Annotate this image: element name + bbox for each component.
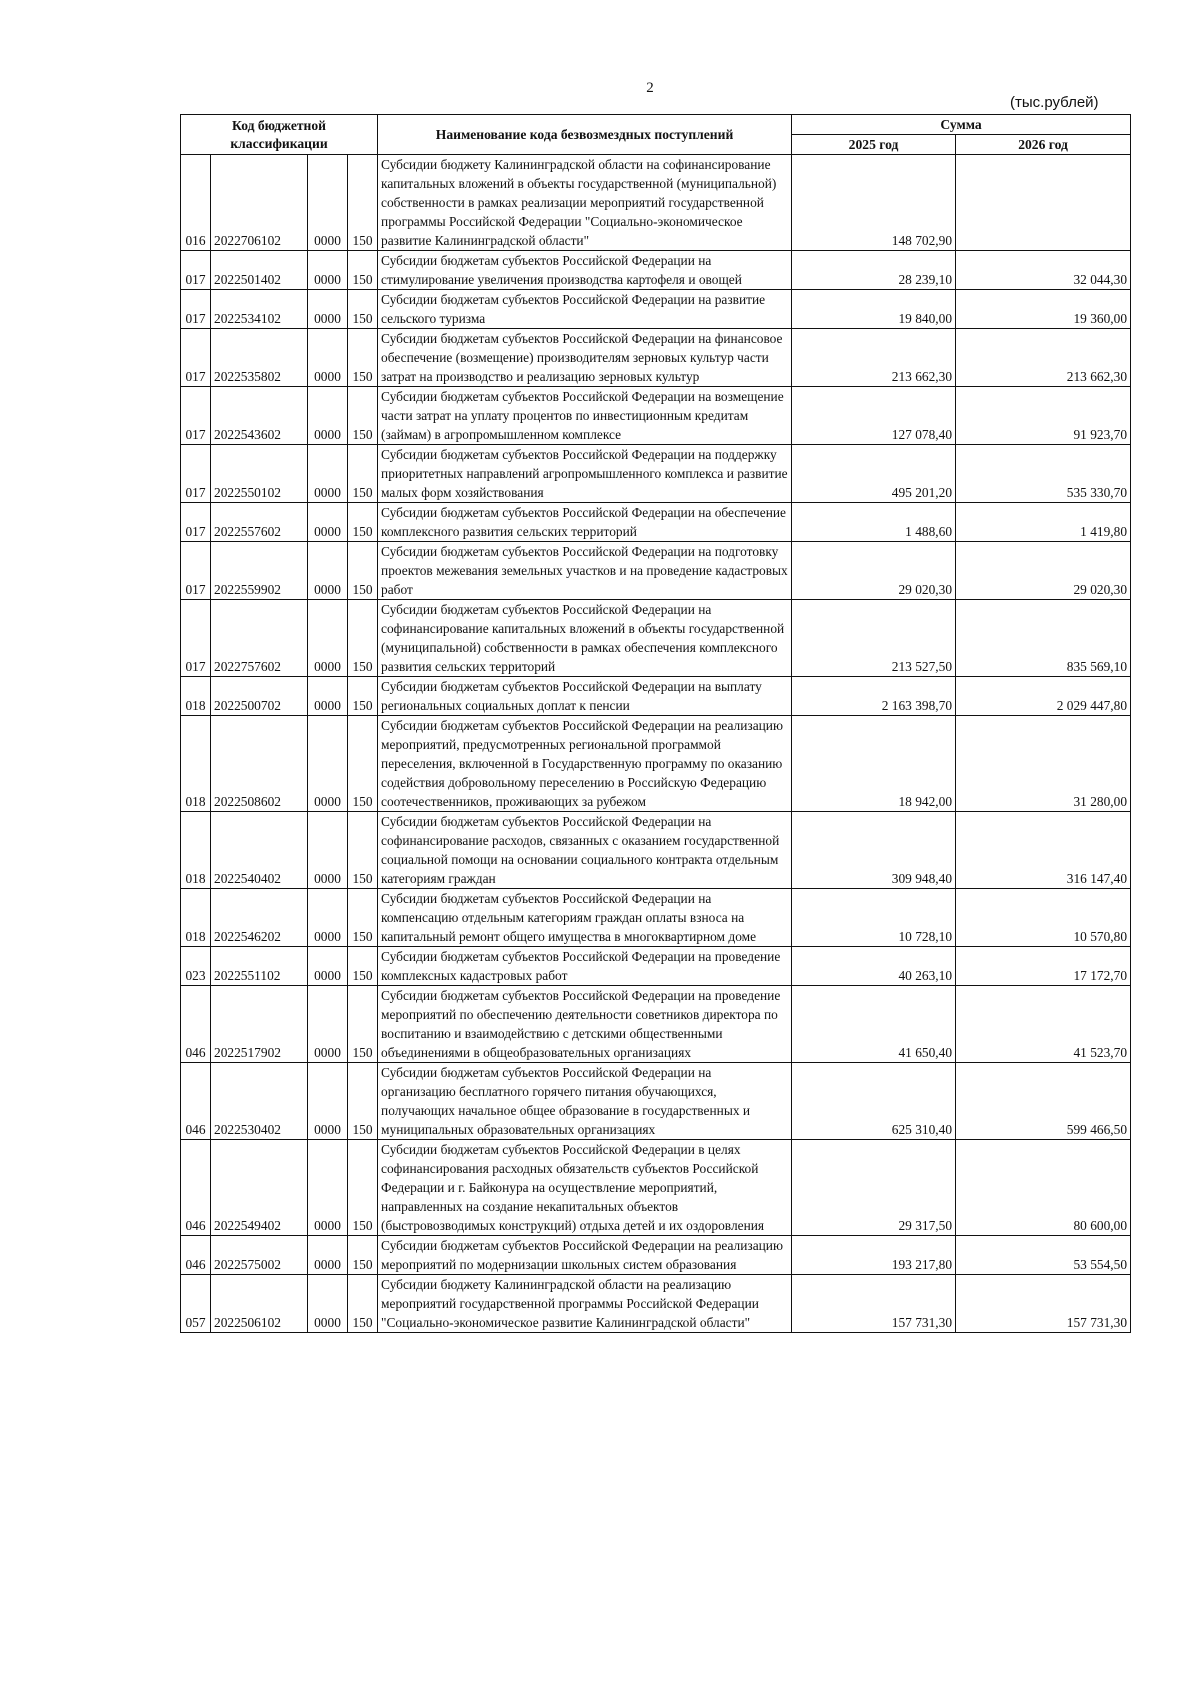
- code-admin-cell: 017: [181, 251, 211, 290]
- code-main-cell: 2022540402: [211, 812, 308, 889]
- amount-2026-cell: 835 569,10: [956, 600, 1131, 677]
- revenue-name-cell: Субсидии бюджетам субъектов Российской Федерации на проведение мероприятий по обеспечению деятельности советников директора по воспитанию и взаимодействию с детскими общественными объединениями в общеобразовательных организациях: [378, 986, 792, 1063]
- code-main-cell: 2022757602: [211, 600, 308, 677]
- table-row: [181, 716, 1131, 812]
- code-main-cell: 2022517902: [211, 986, 308, 1063]
- code-program-cell: 0000: [308, 329, 348, 387]
- code-admin-cell: 046: [181, 1236, 211, 1275]
- code-program-cell: 0000: [308, 1063, 348, 1140]
- revenue-name-cell: Субсидии бюджетам субъектов Российской Федерации на компенсацию отдельным категориям граждан оплаты взноса на капитальный ремонт общего имущества в многоквартирном доме: [378, 889, 792, 947]
- code-admin-cell: 018: [181, 716, 211, 812]
- code-main-cell: 2022534102: [211, 290, 308, 329]
- amount-2025-cell: 213 527,50: [792, 600, 956, 677]
- code-program-cell: 0000: [308, 251, 348, 290]
- amount-2025-cell: 28 239,10: [792, 251, 956, 290]
- table-row: [181, 1140, 1131, 1236]
- amount-2026-cell: 80 600,00: [956, 1140, 1131, 1236]
- code-admin-cell: 017: [181, 542, 211, 600]
- revenue-name-cell: Субсидии бюджетам субъектов Российской Федерации на финансовое обеспечение (возмещение) производителям зерновых культур части затрат на производство и реализацию зерновых культур: [378, 329, 792, 387]
- amount-2025-cell: 40 263,10: [792, 947, 956, 986]
- table-row: [181, 889, 1131, 947]
- amount-2026-cell: 32 044,30: [956, 251, 1131, 290]
- code-program-cell: 0000: [308, 1275, 348, 1333]
- code-kind-cell: 150: [348, 251, 378, 290]
- code-admin-cell: 046: [181, 986, 211, 1063]
- code-program-cell: 0000: [308, 600, 348, 677]
- code-admin-cell: 017: [181, 387, 211, 445]
- sum-header: Сумма: [792, 115, 1131, 135]
- amount-2026-cell: 31 280,00: [956, 716, 1131, 812]
- amount-2025-cell: 193 217,80: [792, 1236, 956, 1275]
- table-row: [181, 986, 1131, 1063]
- code-program-cell: 0000: [308, 986, 348, 1063]
- revenue-name-cell: Субсидии бюджетам субъектов Российской Федерации на реализацию мероприятий по модернизации школьных систем образования: [378, 1236, 792, 1275]
- code-header: Код бюджетной классификации: [181, 115, 378, 155]
- code-kind-cell: 150: [348, 445, 378, 503]
- revenue-name-cell: Субсидии бюджету Калининградской области на реализацию мероприятий государственной программы Российской Федерации "Социально-экономическое развитие Калининградской области": [378, 1275, 792, 1333]
- revenue-name-cell: Субсидии бюджетам субъектов Российской Федерации на развитие сельского туризма: [378, 290, 792, 329]
- code-kind-cell: 150: [348, 677, 378, 716]
- code-admin-cell: 046: [181, 1063, 211, 1140]
- code-kind-cell: 150: [348, 290, 378, 329]
- code-kind-cell: 150: [348, 1275, 378, 1333]
- table-row: [181, 1063, 1131, 1140]
- amount-2026-cell: 10 570,80: [956, 889, 1131, 947]
- code-main-cell: 2022706102: [211, 155, 308, 251]
- revenue-name-cell: Субсидии бюджетам субъектов Российской Федерации на софинансирование расходов, связанных с оказанием государственной социальной помощи на основании социального контракта отдельным категориям граждан: [378, 812, 792, 889]
- code-kind-cell: 150: [348, 329, 378, 387]
- code-kind-cell: 150: [348, 986, 378, 1063]
- code-program-cell: 0000: [308, 503, 348, 542]
- code-admin-cell: 018: [181, 677, 211, 716]
- code-program-cell: 0000: [308, 677, 348, 716]
- amount-2025-cell: 625 310,40: [792, 1063, 956, 1140]
- code-admin-cell: 017: [181, 445, 211, 503]
- code-admin-cell: 016: [181, 155, 211, 251]
- revenue-name-cell: Субсидии бюджетам субъектов Российской Федерации на возмещение части затрат на уплату процентов по инвестиционным кредитам (займам) в агропромышленном комплексе: [378, 387, 792, 445]
- page-number: 2: [646, 80, 654, 96]
- amount-2026-cell: 17 172,70: [956, 947, 1131, 986]
- code-program-cell: 0000: [308, 1236, 348, 1275]
- amount-2025-cell: 10 728,10: [792, 889, 956, 947]
- code-main-cell: 2022549402: [211, 1140, 308, 1236]
- code-program-cell: 0000: [308, 542, 348, 600]
- code-kind-cell: 150: [348, 155, 378, 251]
- amount-2025-cell: 495 201,20: [792, 445, 956, 503]
- code-program-cell: 0000: [308, 387, 348, 445]
- table-row: [181, 387, 1131, 445]
- code-kind-cell: 150: [348, 716, 378, 812]
- revenue-name-cell: Субсидии бюджетам субъектов Российской Федерации в целях софинансирования расходных обязательств субъектов Российской Федерации и г. Байконура на осуществление мероприятий, направленных на создание некапитальных объектов (быстровозводимых конструкций) отдыха детей и их оздоровления: [378, 1140, 792, 1236]
- revenue-name-cell: Субсидии бюджетам субъектов Российской Федерации на стимулирование увеличения производства картофеля и овощей: [378, 251, 792, 290]
- year-2026-header: 2026 год: [956, 135, 1131, 155]
- amount-2025-cell: 19 840,00: [792, 290, 956, 329]
- table-row: [181, 677, 1131, 716]
- amount-2025-cell: 213 662,30: [792, 329, 956, 387]
- code-kind-cell: 150: [348, 387, 378, 445]
- code-kind-cell: 150: [348, 542, 378, 600]
- code-kind-cell: 150: [348, 1140, 378, 1236]
- amount-2025-cell: 309 948,40: [792, 812, 956, 889]
- code-program-cell: 0000: [308, 290, 348, 329]
- code-main-cell: 2022557602: [211, 503, 308, 542]
- code-main-cell: 2022550102: [211, 445, 308, 503]
- revenue-name-cell: Субсидии бюджетам субъектов Российской Федерации на проведение комплексных кадастровых работ: [378, 947, 792, 986]
- table-row: [181, 812, 1131, 889]
- amount-2025-cell: 29 020,30: [792, 542, 956, 600]
- code-admin-cell: 017: [181, 503, 211, 542]
- revenue-name-cell: Субсидии бюджету Калининградской области на софинансирование капитальных вложений в объекты государственной (муниципальной) собственности в рамках реализации мероприятий государственной программы Российской Федерации "Социально-экономическое развитие Калининградской области": [378, 155, 792, 251]
- code-kind-cell: 150: [348, 1063, 378, 1140]
- amount-2026-cell: 41 523,70: [956, 986, 1131, 1063]
- code-main-cell: 2022500702: [211, 677, 308, 716]
- code-program-cell: 0000: [308, 155, 348, 251]
- revenue-name-cell: Субсидии бюджетам субъектов Российской Федерации на реализацию мероприятий, предусмотренных региональной программой переселения, включенной в Государственную программу по оказанию содействия добровольному переселению в Российскую Федерацию соотечественников, проживающих за рубежом: [378, 716, 792, 812]
- amount-2026-cell: 91 923,70: [956, 387, 1131, 445]
- code-main-cell: 2022543602: [211, 387, 308, 445]
- table-row: [181, 251, 1131, 290]
- amount-2025-cell: 29 317,50: [792, 1140, 956, 1236]
- code-kind-cell: 150: [348, 503, 378, 542]
- code-main-cell: 2022575002: [211, 1236, 308, 1275]
- code-program-cell: 0000: [308, 1140, 348, 1236]
- code-kind-cell: 150: [348, 600, 378, 677]
- revenue-name-cell: Субсидии бюджетам субъектов Российской Федерации на организацию бесплатного горячего питания обучающихся, получающих начальное общее образование в государственных и муниципальных образовательных организациях: [378, 1063, 792, 1140]
- code-program-cell: 0000: [308, 889, 348, 947]
- code-main-cell: 2022551102: [211, 947, 308, 986]
- table-row: [181, 329, 1131, 387]
- amount-2025-cell: 127 078,40: [792, 387, 956, 445]
- code-main-cell: 2022559902: [211, 542, 308, 600]
- code-kind-cell: 150: [348, 812, 378, 889]
- year-2025-header: 2025 год: [792, 135, 956, 155]
- table-row: [181, 1236, 1131, 1275]
- revenue-name-cell: Субсидии бюджетам субъектов Российской Федерации на обеспечение комплексного развития сельских территорий: [378, 503, 792, 542]
- table-row: [181, 1275, 1131, 1333]
- amount-2026-cell: 53 554,50: [956, 1236, 1131, 1275]
- code-main-cell: 2022506102: [211, 1275, 308, 1333]
- amount-2025-cell: 2 163 398,70: [792, 677, 956, 716]
- code-program-cell: 0000: [308, 947, 348, 986]
- code-program-cell: 0000: [308, 716, 348, 812]
- amount-2026-cell: 19 360,00: [956, 290, 1131, 329]
- code-main-cell: 2022546202: [211, 889, 308, 947]
- code-main-cell: 2022508602: [211, 716, 308, 812]
- amount-2026-cell: 316 147,40: [956, 812, 1131, 889]
- code-admin-cell: 023: [181, 947, 211, 986]
- table-row: [181, 542, 1131, 600]
- table-row: [181, 445, 1131, 503]
- code-main-cell: 2022535802: [211, 329, 308, 387]
- code-main-cell: 2022501402: [211, 251, 308, 290]
- name-header: Наименование кода безвозмездных поступлений: [378, 115, 792, 155]
- table-row: [181, 503, 1131, 542]
- revenue-name-cell: Субсидии бюджетам субъектов Российской Федерации на софинансирование капитальных вложений в объекты государственной (муниципальной) собственности в рамках обеспечения комплексного развития сельских территорий: [378, 600, 792, 677]
- code-kind-cell: 150: [348, 947, 378, 986]
- amount-2025-cell: 157 731,30: [792, 1275, 956, 1333]
- code-main-cell: 2022530402: [211, 1063, 308, 1140]
- revenue-name-cell: Субсидии бюджетам субъектов Российской Федерации на выплату региональных социальных доплат к пенсии: [378, 677, 792, 716]
- code-admin-cell: 057: [181, 1275, 211, 1333]
- code-admin-cell: 017: [181, 329, 211, 387]
- amount-2025-cell: 148 702,90: [792, 155, 956, 251]
- budget-table: [180, 114, 1131, 1333]
- amount-2025-cell: 41 650,40: [792, 986, 956, 1063]
- code-kind-cell: 150: [348, 1236, 378, 1275]
- amount-2026-cell: 2 029 447,80: [956, 677, 1131, 716]
- code-admin-cell: 017: [181, 600, 211, 677]
- amount-2026-cell: 213 662,30: [956, 329, 1131, 387]
- amount-2025-cell: 1 488,60: [792, 503, 956, 542]
- table-row: [181, 600, 1131, 677]
- amount-2026-cell: 1 419,80: [956, 503, 1131, 542]
- amount-2026-cell: 599 466,50: [956, 1063, 1131, 1140]
- code-admin-cell: 018: [181, 812, 211, 889]
- code-program-cell: 0000: [308, 445, 348, 503]
- code-admin-cell: 017: [181, 290, 211, 329]
- code-kind-cell: 150: [348, 889, 378, 947]
- revenue-name-cell: Субсидии бюджетам субъектов Российской Федерации на поддержку приоритетных направлений агропромышленного комплекса и развитие малых форм хозяйствования: [378, 445, 792, 503]
- amount-2026-cell: [956, 155, 1131, 251]
- amount-2026-cell: 157 731,30: [956, 1275, 1131, 1333]
- revenue-name-cell: Субсидии бюджетам субъектов Российской Федерации на подготовку проектов межевания земельных участков и на проведение кадастровых работ: [378, 542, 792, 600]
- code-program-cell: 0000: [308, 812, 348, 889]
- table-row: [181, 290, 1131, 329]
- code-admin-cell: 046: [181, 1140, 211, 1236]
- amount-2026-cell: 535 330,70: [956, 445, 1131, 503]
- code-admin-cell: 018: [181, 889, 211, 947]
- amount-2026-cell: 29 020,30: [956, 542, 1131, 600]
- table-body: [181, 155, 1131, 1333]
- units-note: (тыс.рублей): [1010, 94, 1099, 111]
- table-row: [181, 155, 1131, 251]
- amount-2025-cell: 18 942,00: [792, 716, 956, 812]
- table-row: [181, 947, 1131, 986]
